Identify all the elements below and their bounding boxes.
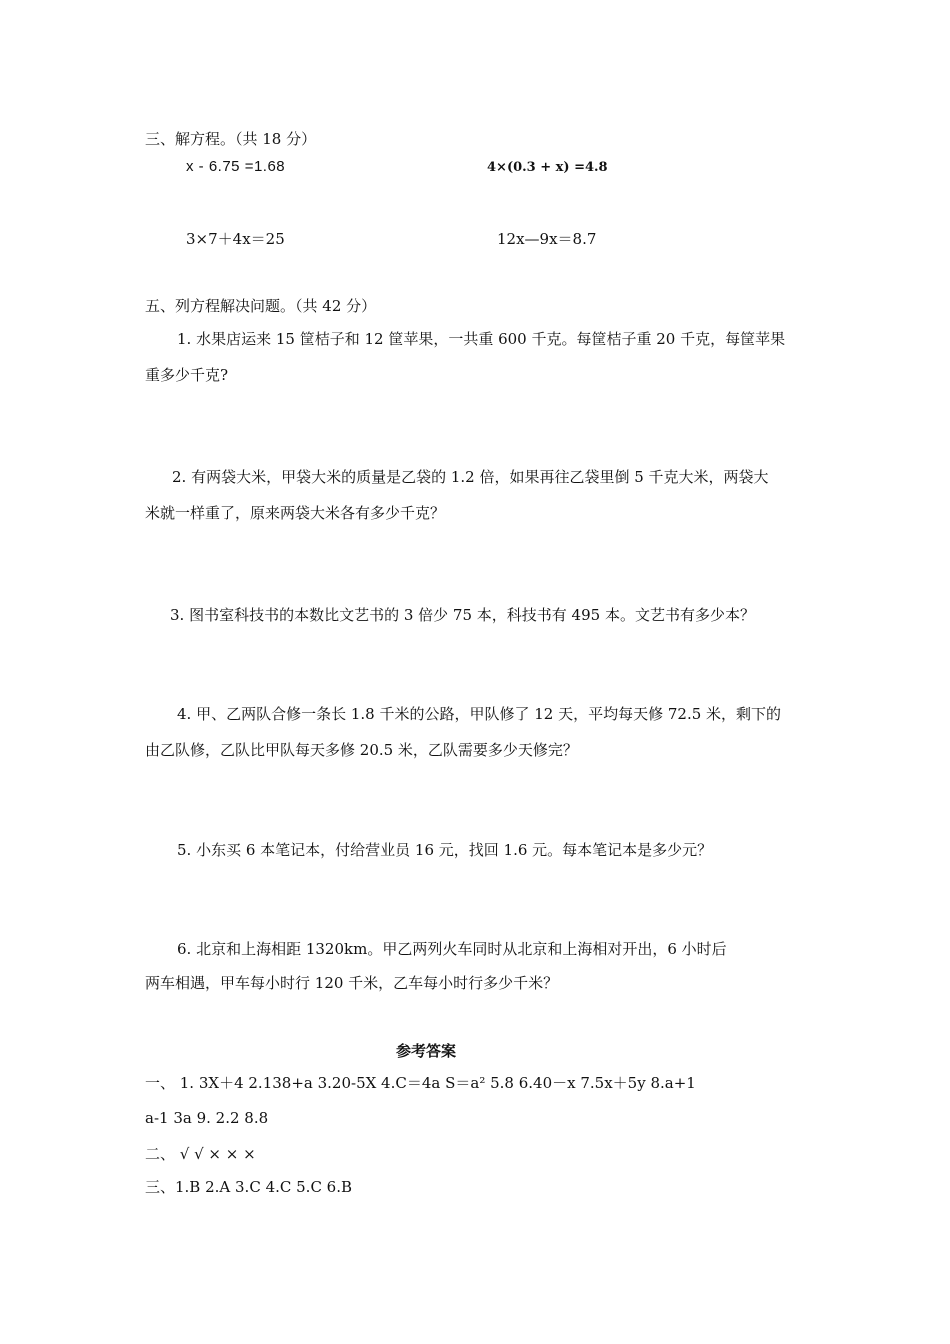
equation-4: 12x—9x＝8.7: [497, 230, 597, 248]
answers-row-4: 三、1.B 2.A 3.C 4.C 5.C 6.B: [145, 1178, 353, 1196]
problem-3-line-1: 3. 图书室科技书的本数比文艺书的 3 倍少 75 本，科技书有 495 本。文艺书有多少本？: [170, 606, 755, 624]
problem-5-line-1: 5. 小东买 6 本笔记本，付给营业员 16 元，找回 1.6 元。每本笔记本是多少元？: [177, 841, 713, 859]
answers-row-2: a-1 3a 9. 2.2 8.8: [145, 1109, 269, 1127]
equation-1: x - 6.75 =1.68: [186, 158, 286, 175]
problem-2-line-1: 2. 有两袋大米，甲袋大米的质量是乙袋的 1.2 倍，如果再往乙袋里倒 5 千克大米，两袋大: [172, 468, 769, 486]
section5-heading: 五、列方程解决问题。（共 42 分）: [145, 297, 377, 315]
equation-3: 3×7＋4x＝25: [186, 230, 285, 248]
problem-6-line-2: 两车相遇，甲车每小时行 120 千米，乙车每小时行多少千米？: [145, 974, 559, 992]
equation-2: 4×(0.3 + x) =4.8: [487, 160, 608, 175]
problem-1-line-1: 1. 水果店运来 15 筐桔子和 12 筐苹果，一共重 600 千克。每筐桔子重 20 千克，每筐苹果: [177, 330, 786, 348]
answers-row-3: 二、 √ √ × × ×: [145, 1145, 256, 1163]
answers-row-1: 一、 1. 3X＋4 2.138+a 3.20-5X 4.C＝4a S＝a² 5.8 6.40－x 7.5x＋5y 8.a+1: [145, 1074, 696, 1092]
answers-title: 参考答案: [396, 1042, 457, 1060]
problem-4-line-2: 由乙队修，乙队比甲队每天多修 20.5 米，乙队需要多少天修完？: [145, 741, 578, 759]
problem-1-line-2: 重多少千克?: [145, 366, 229, 384]
problem-2-line-2: 米就一样重了，原来两袋大米各有多少千克？: [145, 504, 446, 522]
problem-4-line-1: 4. 甲、乙两队合修一条长 1.8 千米的公路，甲队修了 12 天，平均每天修 72.5 米，剩下的: [177, 705, 782, 723]
problem-6-line-1: 6. 北京和上海相距 1320km。甲乙两列火车同时从北京和上海相对开出，6 小时后: [177, 940, 727, 958]
section3-heading: 三、解方程。（共 18 分）: [145, 130, 317, 148]
